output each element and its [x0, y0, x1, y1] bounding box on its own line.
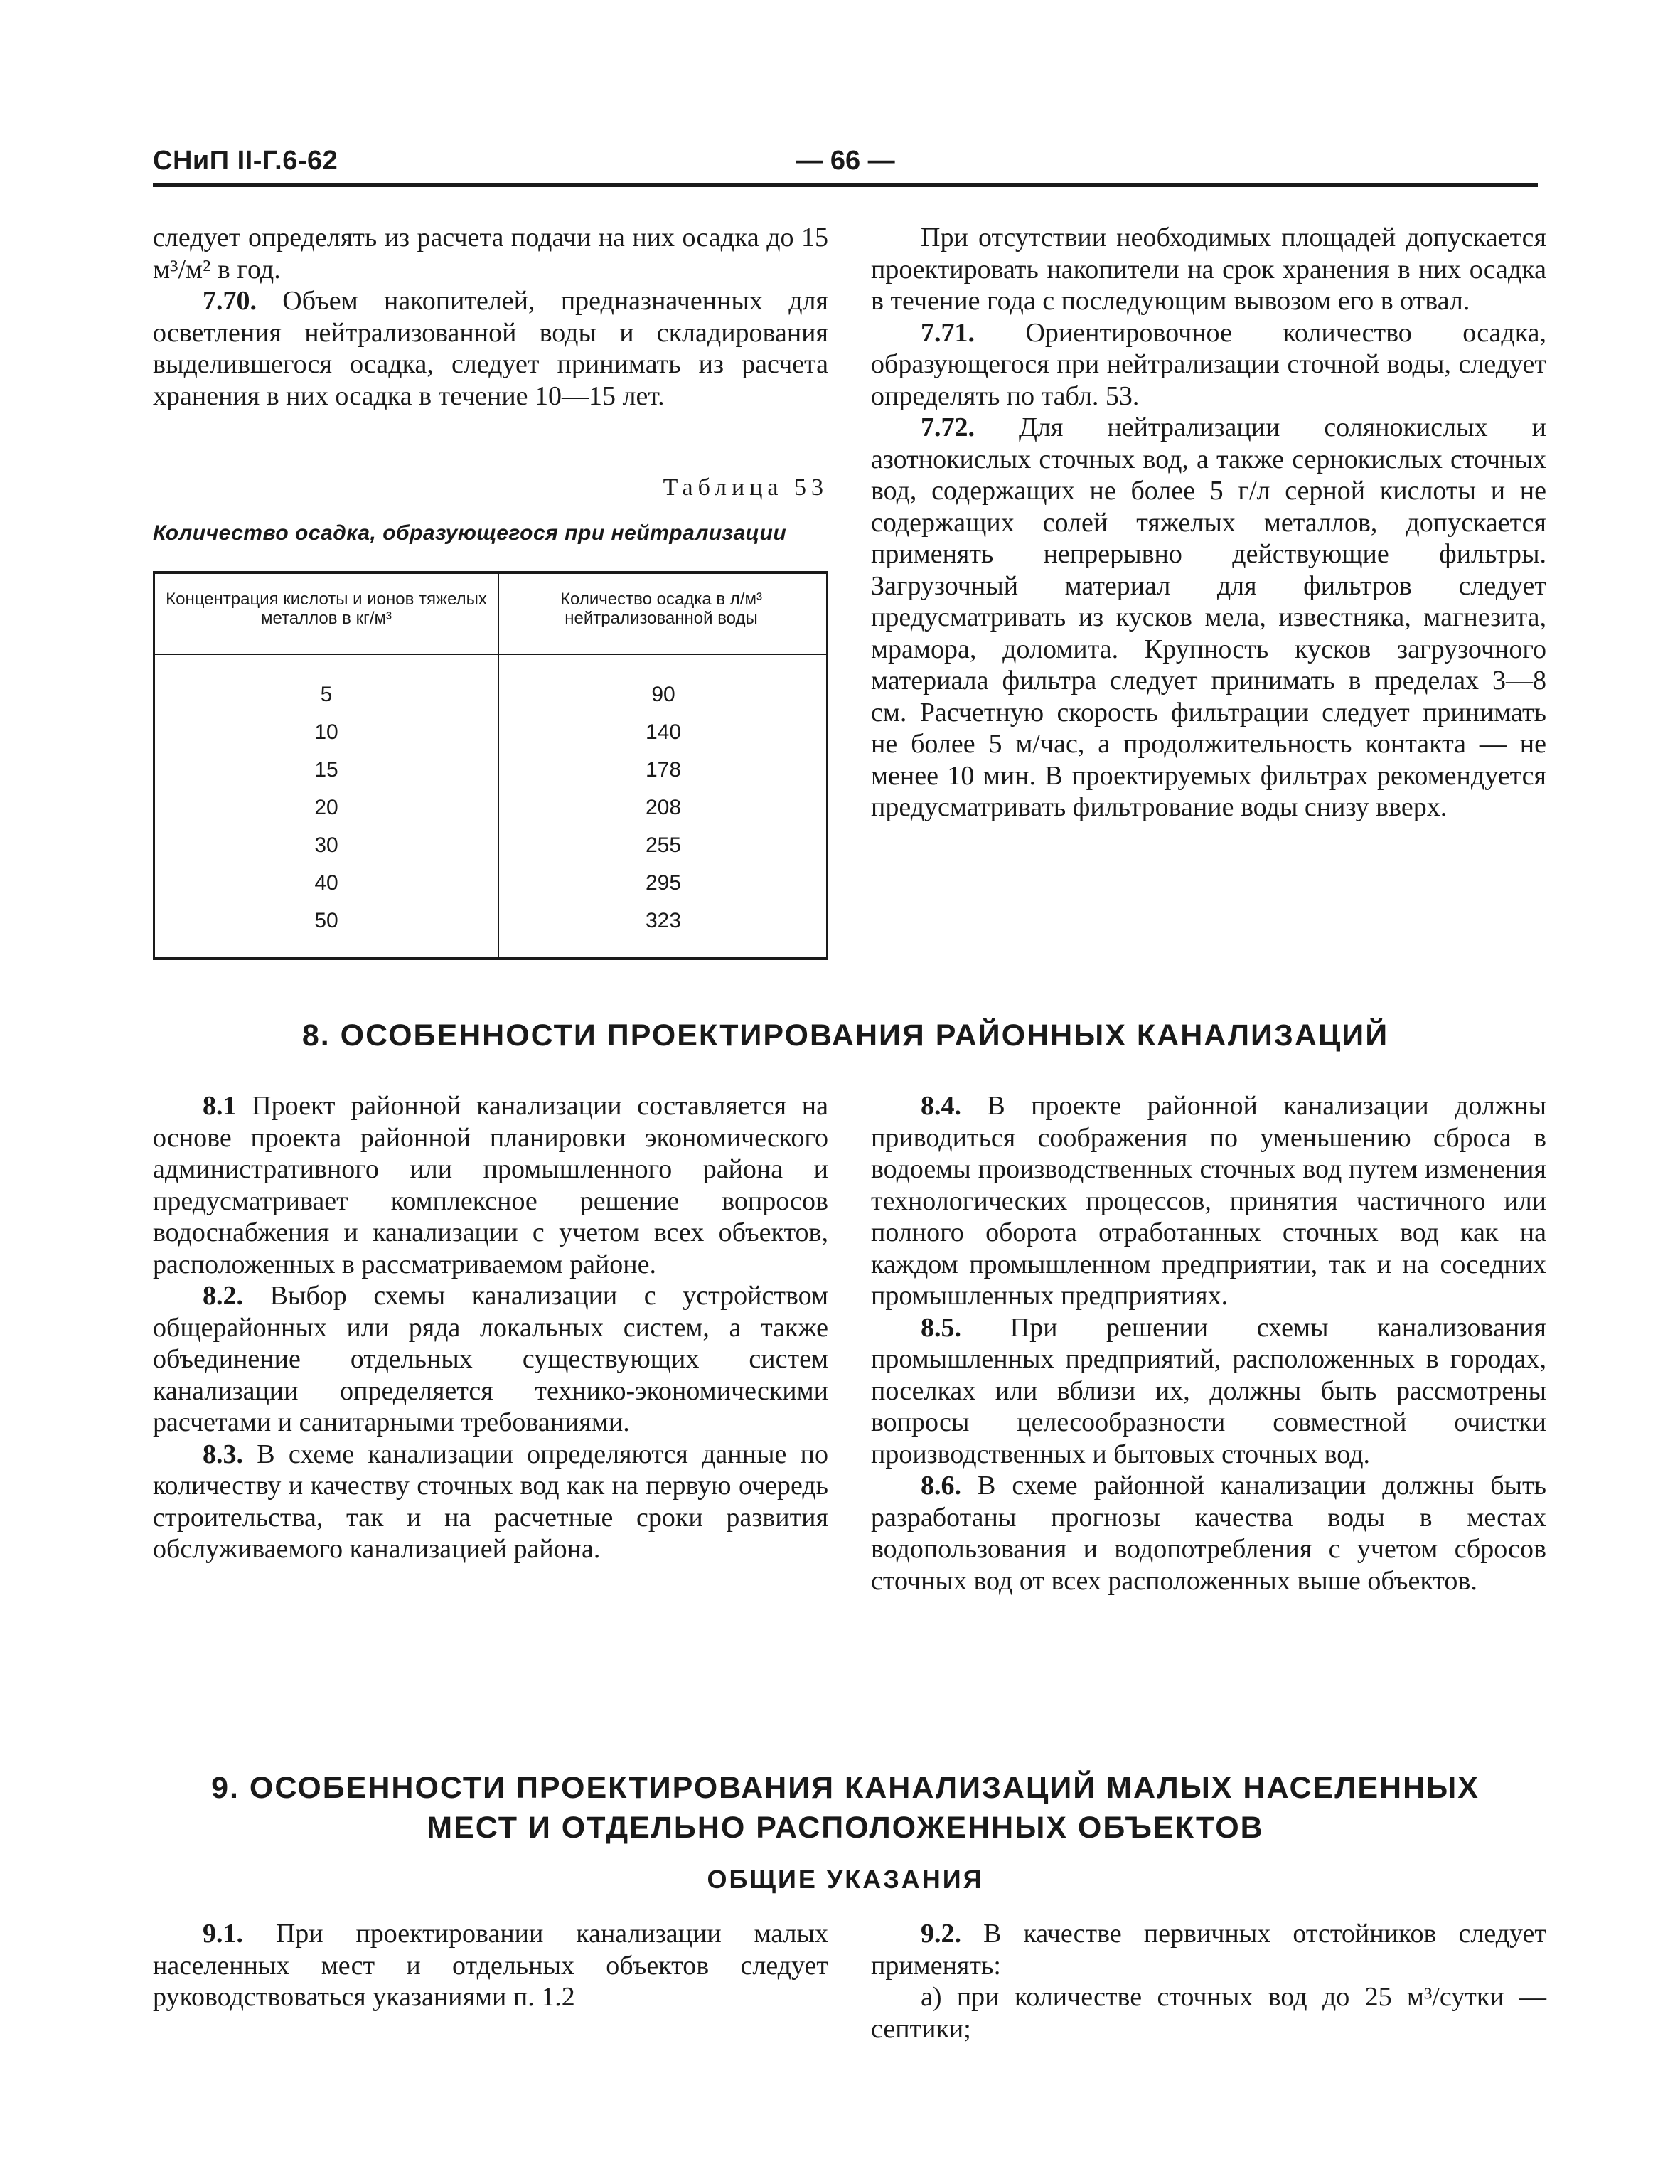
clause-text: Объем накопителей, предназначенных для осветления нейтрализованной воды и складирования выделившегося осадка, следует принимать из расчета хранения в них осадка в течение 10—15 лет.	[153, 286, 828, 411]
cell-concentration: 20	[314, 796, 338, 819]
table-row	[155, 828, 826, 865]
table-number: Таблица 53	[663, 474, 828, 501]
cell-sediment: 255	[645, 833, 682, 857]
section-9-left-column	[153, 1918, 828, 2013]
section-9-heading-line-1: 9. ОСОБЕННОСТИ ПРОЕКТИРОВАНИЯ КАНАЛИЗАЦИЙ МАЛЫХ НАСЕЛЕННЫХ	[211, 1771, 1480, 1805]
clause-text: В схеме канализации определяются данные по количеству и качеству сточных вод как на первую очередь строительства, так и на расчетные сроки развития обслуживаемого канализацией района.	[153, 1439, 828, 1564]
table-body	[155, 677, 826, 941]
table-53	[153, 571, 828, 960]
table-row	[155, 752, 826, 790]
clause-number: 8.5.	[921, 1312, 961, 1343]
header-rule	[153, 183, 1538, 187]
table-caption: Количество осадка, образующегося при нейтрализации	[153, 521, 787, 545]
right-column-top	[871, 222, 1546, 824]
paragraph-8-6	[871, 1470, 1546, 1597]
section-8-left-column	[153, 1090, 828, 1565]
paragraph-9-2-a: а) при количестве сточных вод до 25 м³/сутки — септики;	[871, 1982, 1546, 2044]
cell-concentration: 10	[314, 720, 338, 744]
table-header-concentration: Концентрация кислоты и ионов тяжелых металлов в кг/м³	[166, 590, 487, 628]
clause-text: Выбор схемы канализации с устройством общерайонных или ряда локальных систем, а также объединение отдельных существующих систем канализации определяется технико-экономическими расчетами и санитарными требованиями.	[153, 1281, 828, 1437]
cell-sediment: 140	[645, 720, 682, 744]
general-instructions-heading: ОБЩИЕ УКАЗАНИЯ	[707, 1865, 984, 1894]
clause-number: 7.71.	[921, 317, 975, 348]
section-9-right-column	[871, 1918, 1546, 2045]
cell-sediment: 90	[651, 683, 675, 706]
clause-text: В качестве первичных отстойников следует применять:	[871, 1919, 1546, 1981]
clause-text: Ориентировочное количество осадка, образующегося при нейтрализации сточной воды, следует определять по табл. 53.	[871, 317, 1546, 411]
cell-sediment: 323	[645, 909, 682, 932]
document-code: СНиП II-Г.6-62	[153, 146, 338, 176]
paragraph-8-5	[871, 1312, 1546, 1471]
clause-text: Для нейтрализации солянокислых и азотнокислых сточных вод, а также сернокислых сточных вод, содержащих не более 5 г/л серной кислоты и не содержащих солей тяжелых металлов, допускается применять непрерывно действующие фильтры. Загрузочный материал для фильтров следует предусматривать из кусков мела, известняка, магнезита, мрамора, доломита. Крупность кусков загрузочного материала фильтра следует принимать в пределах 3—8 см. Расчетную скорость фильтрации следует принимать не более 5 м/час, а продолжительность контакта — не менее 10 мин. В проектируемых фильтрах рекомендуется предусматривать фильтрование воды снизу вверх.	[871, 412, 1546, 822]
paragraph-8-4	[871, 1090, 1546, 1312]
paragraph-7-70	[153, 285, 828, 412]
table-row	[155, 715, 826, 752]
table-row	[155, 865, 826, 903]
page-header	[153, 146, 1538, 188]
table-row	[155, 677, 826, 715]
cell-concentration: 5	[320, 683, 333, 706]
paragraph-8-3	[153, 1439, 828, 1565]
cell-sediment: 295	[645, 871, 682, 895]
paragraph-9-1	[153, 1918, 828, 2013]
paragraph-7-72	[871, 412, 1546, 824]
clause-number: 7.72.	[921, 412, 975, 442]
clause-number: 8.4.	[921, 1091, 961, 1121]
paragraph-storage: При отсутствии необходимых площадей допускается проектировать накопители на срок хранения в них осадка в течение года с последующим вывозом его в отвал.	[871, 223, 1546, 316]
paragraph-8-1	[153, 1090, 828, 1280]
table-header-sediment: Количество осадка в л/м³ нейтрализованной воды	[560, 590, 762, 628]
cell-concentration: 50	[314, 909, 338, 932]
cell-sediment: 178	[645, 758, 682, 782]
cell-concentration: 30	[314, 833, 338, 857]
section-9-heading-line-2: МЕСТ И ОТДЕЛЬНО РАСПОЛОЖЕННЫХ ОБЪЕКТОВ	[427, 1811, 1264, 1845]
clause-text: При проектировании канализации малых населенных мест и отдельных объектов следует руководствоваться указаниями п. 1.2	[153, 1919, 828, 2012]
section-8-heading: 8. ОСОБЕННОСТИ ПРОЕКТИРОВАНИЯ РАЙОННЫХ КАНАЛИЗАЦИЙ	[301, 1018, 1389, 1053]
left-column-top	[153, 222, 828, 412]
clause-number: 8.3.	[203, 1439, 243, 1469]
section-8-right-column	[871, 1090, 1546, 1597]
clause-number: 8.2.	[203, 1281, 243, 1311]
clause-text: В проекте районной канализации должны приводиться соображения по уменьшению сброса в водоемы производственных сточных вод путем изменения технологических процессов, принятия частичного или полного оборота отработанных сточных вод как на каждом промышленном предприятии, так и на соседних промышленных предприятиях.	[871, 1091, 1546, 1311]
page-number: — 66 —	[796, 146, 895, 176]
table-header-divider	[155, 654, 826, 655]
cell-concentration: 15	[314, 758, 338, 782]
paragraph-9-2	[871, 1918, 1546, 1981]
paragraph-7-71	[871, 317, 1546, 412]
table-row	[155, 790, 826, 828]
clause-number: 9.2.	[921, 1919, 961, 1949]
clause-number: 8.1	[203, 1091, 237, 1121]
section-9-heading	[153, 1768, 1538, 1848]
paragraph-continuation: следует определять из расчета подачи на них осадка до 15 м³/м² в год.	[153, 223, 828, 284]
cell-sediment: 208	[645, 796, 682, 819]
clause-number: 8.6.	[921, 1471, 961, 1501]
clause-number: 7.70.	[203, 286, 257, 316]
clause-number: 9.1.	[203, 1919, 243, 1949]
clause-text: При решении схемы канализования промышленных предприятий, расположенных в городах, поселках или вблизи их, должны быть рассмотрены вопросы целесообразности совместной очистки производственных и бытовых сточных вод.	[871, 1312, 1546, 1469]
cell-concentration: 40	[314, 871, 338, 895]
paragraph-8-2	[153, 1280, 828, 1439]
table-row	[155, 903, 826, 941]
clause-text: В схеме районной канализации должны быть разработаны прогнозы качества воды в местах водопользования и водопотребления с учетом сбросов сточных вод от всех расположенных выше объектов.	[871, 1471, 1546, 1596]
clause-text: Проект районной канализации составляется на основе проекта районной планировки экономического административного или промышленного района и предусматривает комплексное решение вопросов водоснабжения и канализации с учетом всех объектов, расположенных в рассматриваемом районе.	[153, 1091, 828, 1279]
